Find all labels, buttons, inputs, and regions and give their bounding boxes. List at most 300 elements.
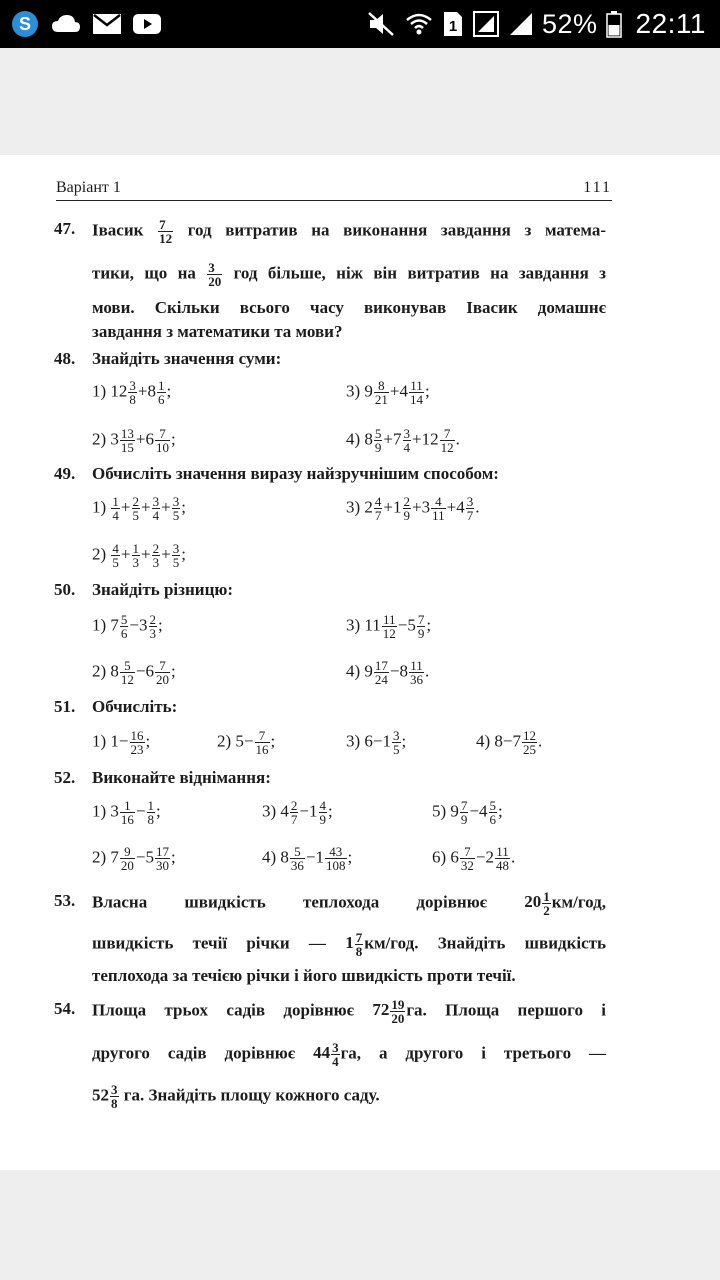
fraction [374, 659, 389, 686]
denominator: 48 [496, 858, 510, 873]
fraction [147, 799, 156, 826]
operator: − [372, 731, 383, 751]
numerator: 3 [152, 494, 160, 509]
expression [262, 799, 333, 826]
item-label: 3) [346, 497, 361, 517]
numerator: 3 [172, 494, 180, 509]
numerator: 7 [255, 729, 270, 743]
problem-54-line-3 [92, 1083, 380, 1110]
denominator: 10 [156, 440, 170, 455]
fraction [374, 379, 389, 406]
fraction [290, 799, 299, 826]
operator: + [141, 497, 151, 517]
whole: 3 [110, 801, 119, 821]
text: тики, що на [92, 263, 196, 283]
punctuation: . [538, 731, 543, 751]
item-label: 2) [92, 544, 107, 564]
operator: − [118, 731, 129, 751]
numerator: 11 [410, 378, 423, 393]
numerator: 3 [129, 378, 136, 393]
problem-53-line-1 [92, 890, 606, 917]
text: га, а другого і третього — [340, 1043, 607, 1063]
whole: 3 [421, 497, 431, 517]
fraction [409, 659, 424, 686]
problem-number: 54. [54, 999, 76, 1018]
mixed-number [313, 1040, 341, 1069]
problem-54-line-2 [92, 1041, 606, 1068]
denominator: 32 [460, 858, 474, 873]
problem-53-line-3: теплохода за течією річки і його швидкість проти течії. [92, 966, 516, 985]
fraction [382, 613, 397, 640]
whole: 9 [364, 381, 373, 401]
operator: + [120, 544, 131, 564]
punctuation: ; [425, 381, 430, 401]
item-label: 6) [432, 847, 447, 867]
item-label: 2) [92, 661, 107, 681]
fraction [495, 845, 510, 872]
expression [346, 495, 479, 522]
text: Площа трьох садів дорівнює [92, 1000, 354, 1020]
whole: 3 [110, 429, 119, 449]
punctuation: ; [156, 801, 161, 821]
expression [262, 845, 352, 872]
fraction [111, 495, 120, 522]
denominator: 23 [130, 742, 144, 757]
expression [346, 659, 429, 686]
denominator: 14 [410, 392, 424, 407]
mixed-number [524, 889, 552, 918]
whole: 7 [393, 429, 402, 449]
punctuation: ; [145, 731, 151, 751]
operator: + [137, 381, 148, 401]
textbook-page [0, 155, 720, 1170]
operator: + [135, 429, 146, 449]
denominator: 3 [152, 555, 160, 570]
denominator: 20 [391, 1011, 405, 1026]
denominator: 6 [489, 812, 497, 827]
whole: 6 [450, 847, 459, 867]
punctuation: ; [181, 544, 186, 564]
fraction [155, 659, 170, 686]
denominator: 36 [410, 672, 424, 687]
text: га. Знайдіть площу кожного саду. [123, 1085, 380, 1105]
denominator: 3 [132, 555, 140, 570]
numerator: 8 [374, 379, 389, 393]
operator: + [412, 497, 422, 517]
numerator: 2 [403, 494, 411, 509]
svg-text:S: S [18, 14, 32, 34]
numerator: 1 [158, 378, 165, 393]
denominator: 24 [374, 672, 388, 687]
denominator: 12 [382, 626, 396, 641]
operator: + [383, 497, 394, 517]
denominator: 9 [460, 812, 468, 827]
problem-54-line-1 [92, 998, 606, 1025]
whole: 4 [456, 497, 465, 517]
punctuation: ; [498, 801, 503, 821]
problem-51-title: Обчисліть: [92, 697, 178, 716]
fraction [157, 379, 166, 406]
whole: 9 [364, 661, 373, 681]
fraction [409, 379, 424, 406]
fraction [132, 542, 141, 569]
numerator: 2 [149, 612, 157, 627]
whole: 6 [145, 661, 155, 681]
item-label: 1) [92, 381, 107, 401]
mute-icon [366, 11, 396, 37]
whole: 4 [399, 381, 409, 401]
problem-number: 49. [54, 464, 76, 483]
denominator: 15 [120, 440, 134, 455]
operator: − [129, 615, 140, 635]
text: км/год, [551, 892, 607, 912]
denominator: 25 [523, 742, 537, 757]
fraction [403, 427, 412, 454]
problem-50-title: Знайдіть різницю: [92, 580, 234, 599]
whole: 2 [485, 847, 495, 867]
whole: 3 [139, 615, 148, 635]
text: другого садів дорівнює [92, 1043, 296, 1063]
problem-47-line-1 [92, 218, 606, 245]
fraction [403, 495, 412, 522]
denominator: 5 [172, 555, 180, 570]
expression [432, 845, 515, 872]
whole: 44 [313, 1043, 331, 1063]
denominator: 9 [417, 626, 425, 641]
punctuation: ; [347, 847, 353, 867]
numerator: 4 [112, 541, 119, 556]
fraction [319, 799, 328, 826]
numerator: 3 [207, 261, 222, 275]
expression [92, 799, 161, 826]
fraction [522, 729, 537, 756]
numerator: 7 [460, 845, 475, 859]
fraction [460, 845, 475, 872]
denominator: 4 [152, 508, 160, 523]
fraction [172, 495, 181, 522]
whole: 11 [364, 615, 381, 635]
operator: − [305, 847, 316, 867]
text: Івасик [92, 220, 144, 240]
punctuation: ; [401, 731, 407, 751]
operator: + [389, 381, 400, 401]
fraction [130, 729, 145, 756]
numerator: 4 [374, 494, 382, 509]
page-header [56, 179, 612, 201]
denominator: 3 [149, 626, 157, 641]
item-label: 4) [346, 661, 361, 681]
operator: + [161, 544, 171, 564]
system-icons [366, 8, 706, 40]
expression [92, 729, 150, 756]
item-label: 2) [217, 731, 232, 751]
denominator: 7 [374, 508, 382, 523]
denominator: 30 [156, 858, 170, 873]
numerator: 9 [120, 845, 135, 859]
problem-48-title: Знайдіть значення суми: [92, 349, 282, 368]
operator: − [135, 801, 146, 821]
numerator: 17 [374, 658, 388, 673]
fraction [120, 613, 129, 640]
denominator: 8 [355, 944, 363, 959]
numerator: 17 [156, 844, 170, 859]
operator: − [502, 731, 513, 751]
denominator: 20 [156, 672, 170, 687]
denominator: 20 [120, 858, 134, 873]
expression [346, 427, 460, 454]
punctuation: ; [328, 801, 333, 821]
operator: − [389, 661, 400, 681]
expression [217, 729, 275, 756]
status-bar [0, 0, 720, 48]
numerator: 5 [489, 798, 497, 813]
denominator: 5 [112, 555, 119, 570]
whole: 72 [372, 1000, 390, 1020]
problem-number: 53. [54, 891, 76, 910]
denominator: 12 [159, 231, 173, 246]
numerator: 3 [111, 1082, 118, 1097]
numerator: 11 [496, 844, 509, 859]
youtube-icon [132, 13, 162, 35]
operator: − [243, 731, 254, 751]
operator: + [141, 544, 151, 564]
item-label: 4) [346, 429, 361, 449]
whole: 9 [450, 801, 459, 821]
text: Власна швидкість теплохода дорівнює [92, 892, 488, 912]
numerator: 7 [158, 218, 173, 232]
whole: 1 [382, 731, 392, 751]
clock: 22:11 [635, 8, 706, 39]
denominator: 11 [432, 508, 445, 523]
numerator: 5 [290, 845, 305, 859]
problem-47-line-2 [92, 261, 606, 288]
denominator: 16 [120, 812, 134, 827]
numerator: 11 [410, 658, 423, 673]
fraction [172, 542, 181, 569]
whole: 7 [512, 731, 522, 751]
item-label: 4) [262, 847, 277, 867]
whole: 1 [309, 801, 318, 821]
fraction [374, 427, 383, 454]
denominator: 4 [112, 508, 119, 523]
operator: − [299, 801, 310, 821]
expression [432, 799, 503, 826]
problem-number: 50. [54, 580, 76, 599]
expression [92, 613, 163, 640]
whole: 1 [315, 847, 325, 867]
document-page-image [0, 155, 720, 1170]
fraction [542, 890, 551, 917]
numerator: 12 [523, 728, 537, 743]
expression [92, 845, 176, 872]
numerator: 7 [460, 798, 468, 813]
punctuation: ; [270, 731, 276, 751]
whole: 8 [110, 661, 119, 681]
denominator: 12 [120, 672, 134, 687]
text: год більше, ніж він витратив на завдання з [233, 263, 607, 283]
numerator: 3 [403, 426, 411, 441]
whole: 7 [110, 847, 119, 867]
mail-icon [92, 13, 122, 35]
punctuation: ; [171, 847, 176, 867]
signal-icon-2 [508, 11, 534, 37]
fraction [440, 427, 455, 454]
numerator: 4 [319, 798, 327, 813]
whole: 12 [110, 381, 128, 401]
operator: + [161, 497, 171, 517]
expression [92, 542, 186, 569]
numerator: 1 [120, 799, 135, 813]
denominator: 4 [332, 1054, 339, 1069]
whole: 7 [110, 615, 119, 635]
whole: 6 [145, 429, 155, 449]
numerator: 3 [393, 728, 400, 743]
punctuation: ; [171, 661, 176, 681]
item-label: 4) [476, 731, 491, 751]
denominator: 6 [120, 626, 128, 641]
operator: + [120, 497, 131, 517]
numerator: 3 [332, 1040, 339, 1055]
numerator: 13 [120, 426, 134, 441]
item-label: 3) [346, 615, 361, 635]
item-label: 2) [92, 429, 107, 449]
numerator: 43 [325, 845, 347, 859]
numerator: 16 [130, 728, 144, 743]
numerator: 7 [155, 659, 170, 673]
numerator: 5 [374, 426, 382, 441]
numerator: 1 [543, 889, 550, 904]
problem-52-title: Виконайте віднімання: [92, 768, 271, 787]
fraction [392, 729, 401, 756]
problem-47-line-3: мови. Скільки всього часу виконував Івасик домашнє [92, 298, 606, 317]
fraction [489, 799, 498, 826]
page-number: 111 [583, 179, 612, 196]
fraction [158, 218, 173, 245]
fraction [331, 1041, 340, 1068]
numerator: 2 [132, 494, 140, 509]
operator: + [383, 429, 394, 449]
fraction [431, 495, 446, 522]
fraction [132, 495, 141, 522]
problem-53-line-2 [92, 931, 606, 958]
numerator: 3 [172, 541, 180, 556]
fraction [152, 542, 161, 569]
fraction [466, 495, 475, 522]
numerator: 7 [417, 612, 425, 627]
denominator: 7 [466, 508, 474, 523]
fraction [149, 613, 158, 640]
numerator: 19 [391, 997, 405, 1012]
numerator: 7 [355, 930, 363, 945]
numerator: 7 [155, 427, 170, 441]
denominator: 4 [403, 440, 411, 455]
fraction [460, 799, 469, 826]
fraction [128, 379, 137, 406]
denominator: 6 [158, 392, 165, 407]
battery-icon [606, 10, 622, 38]
fraction [155, 845, 170, 872]
fraction [374, 495, 383, 522]
signal-icon [472, 10, 500, 38]
operator: + [412, 429, 422, 449]
numerator: 1 [112, 494, 119, 509]
numerator: 5 [120, 659, 135, 673]
denominator: 108 [326, 858, 346, 873]
denominator: 2 [543, 903, 550, 918]
item-label: 1) [92, 615, 107, 635]
item-label: 1) [92, 731, 107, 751]
fraction [417, 613, 426, 640]
denominator: 5 [172, 508, 180, 523]
operator: − [135, 661, 146, 681]
operator: − [469, 801, 480, 821]
numerator: 1 [147, 798, 155, 813]
problem-number: 48. [54, 349, 76, 368]
punctuation: ; [181, 497, 186, 517]
fraction [120, 659, 135, 686]
whole: 52 [92, 1085, 109, 1105]
skype-icon [10, 9, 40, 39]
punctuation: . [511, 847, 516, 867]
punctuation: ; [426, 615, 432, 635]
text: га. Площа першого і [406, 1000, 607, 1020]
numerator: 1 [132, 541, 140, 556]
text: год витратив на виконання завдання з матема- [187, 220, 606, 240]
expression [92, 379, 171, 406]
whole: 20 [524, 892, 542, 912]
problem-number: 47. [54, 219, 76, 238]
problem-49-title: Обчисліть значення виразу найзручнішим способом: [92, 464, 499, 483]
item-label: 1) [92, 497, 107, 517]
problem-47-line-4: завдання з математики та мови? [92, 322, 343, 341]
denominator: 5 [132, 508, 140, 523]
sim-slot-number: 1 [448, 18, 458, 35]
fraction [355, 931, 364, 958]
whole: 5 [407, 615, 416, 635]
expression [346, 729, 406, 756]
whole: 5 [145, 847, 155, 867]
item-label: 2) [92, 847, 107, 867]
sim-icon [442, 10, 464, 38]
denominator: 20 [208, 274, 222, 289]
mixed-number [372, 997, 406, 1026]
whole: 8 [494, 731, 503, 751]
whole: 4 [280, 801, 289, 821]
punctuation: . [455, 429, 460, 449]
numerator: 7 [440, 427, 455, 441]
fraction [111, 542, 120, 569]
denominator: 9 [319, 812, 327, 827]
fraction [290, 845, 305, 872]
fraction [390, 998, 405, 1025]
whole: 6 [364, 731, 373, 751]
operator: − [475, 847, 486, 867]
punctuation: ; [166, 381, 172, 401]
item-label: 5) [432, 801, 447, 821]
variant-label: Варіант 1 [56, 179, 121, 196]
whole: 8 [280, 847, 289, 867]
denominator: 21 [374, 392, 388, 407]
whole: 4 [479, 801, 488, 821]
notification-icons [10, 8, 162, 40]
expression [476, 729, 542, 756]
whole: 1 [345, 933, 354, 953]
denominator: 8 [129, 392, 136, 407]
numerator: 3 [466, 494, 474, 509]
expression [346, 613, 431, 640]
numerator: 2 [290, 798, 298, 813]
battery-percent: 52% [541, 8, 598, 39]
